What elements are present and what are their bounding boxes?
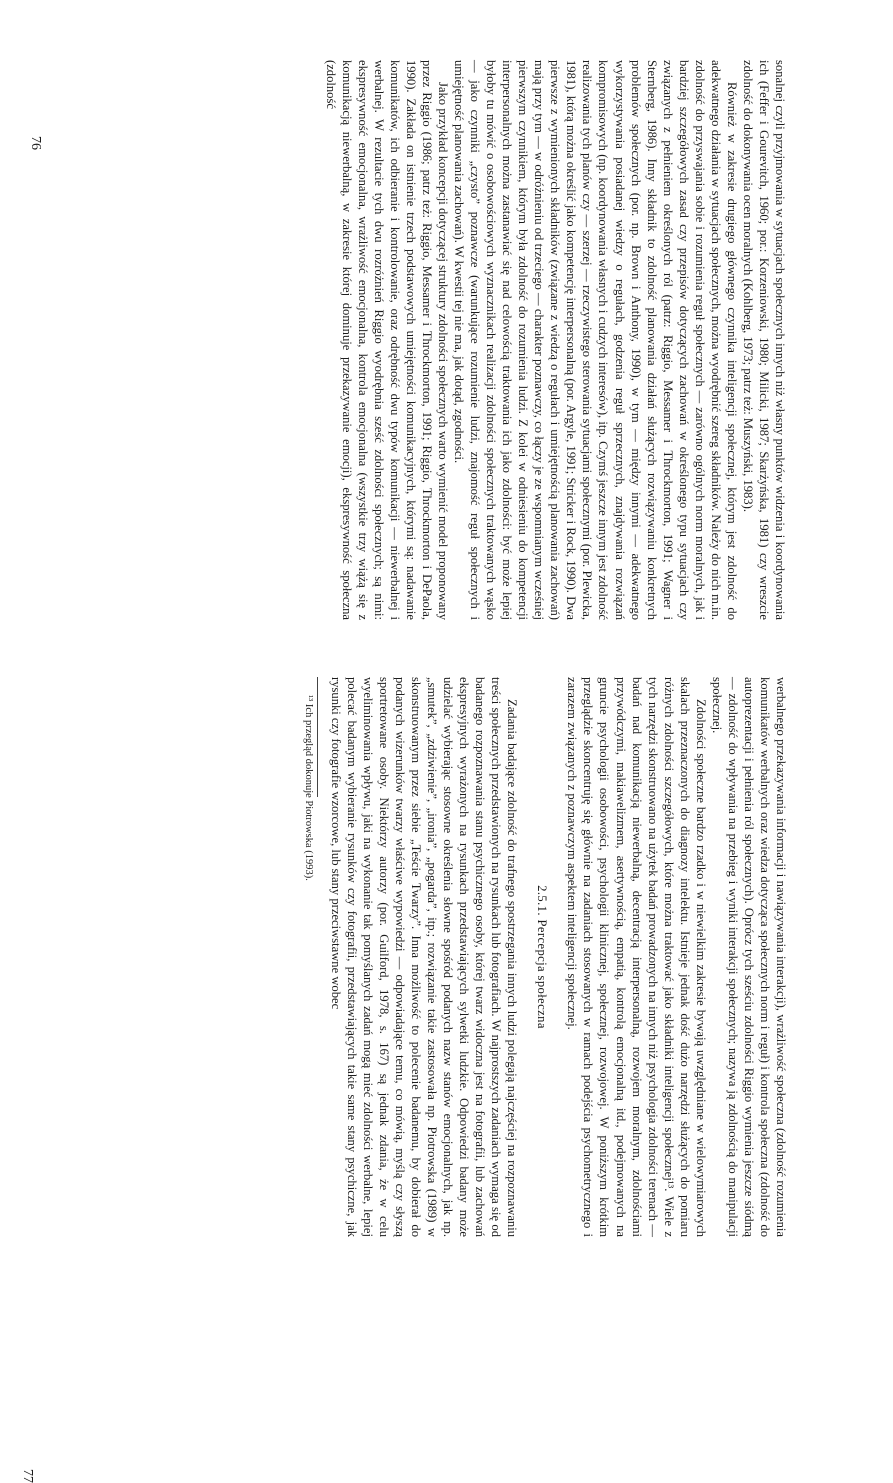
page-number: 76 <box>28 136 43 150</box>
footnote: ¹³ Ich przegląd dokonuje Piotrowska (1993). <box>302 695 314 881</box>
page-76 <box>0 0 893 631</box>
paragraph: Jako przykład koncepcji dotyczącej struktury zdolności społecznych warto wymienić model proponowany przez Riggio (1986; patrz też: Riggio, Messamer i Throckmorton, 1991; Riggio, Throckmorton i DePaola, 1990). Zakłada on istnienie trzech podstawowych umiejętności komunikacyjnych, którymi są: nadawanie komunikatów, ich odbieranie i kontrolowanie, oraz odrębność dwu typów komunikacji — niewerbalnej i werbalnej. W rezultacie tych dwu rozróżnień Riggio wyodrębnia sześć zdolności społecznych; są nimi: ekspresywność emocjonalna, wrażliwość emocjonalna, kontrola emocjonalna (wszystkie trzy wiążą się z komunikacją niewerbalną, w zakresie której dominuje przekazywanie emocji), ekspresywność społeczna (zdolność <box>323 60 451 620</box>
page-76-text-column <box>323 60 788 620</box>
page-77-text-column <box>301 677 789 1237</box>
paragraph: werbalnego przekazywania informacji i nawiązywania interakcji), wrażliwość społeczna (zdolność rozumienia komunikatów werbalnych oraz wiedza dotycząca społecznych norm i reguł) i kontrola społeczna (zdolność do autoprezentacji i pełnienia ról społecznych). Oprócz tych sześciu zdolności Riggio wymienia jeszcze siódmą — zdolność do wpływania na przebieg i wyniki interakcji społecznych; nazywa ją zdolnością do manipulacji społecznej. <box>709 677 788 1237</box>
paragraph: Zdolności społeczne bardzo rzadko i w niewielkim zakresie bywają uwzględniane w wielowymiarowych skalach przeznaczonych do diagnozy intelektu. Istnieje jednak dość dużo narzędzi służących do pomiaru różnych zdolności szczegółowych, które można traktować jako składniki inteligencji społecznej¹³. Wiele z tych narzędzi skonstruowano na użytek badań prowadzonych na innych niż psychologia zdolności terenach — badań nad komunikacją niewerbalną, decentracją interpersonalną, rozwojem moralnym, zdolnościami przywódczymi, makiawelizmem, asertywnością, empatią, kontrolą emocjonalną itd., podejmowanych na gruncie psychologii osobowości, psychologii klinicznej, społecznej, rozwojowej. W poniższym krótkim przeglądzie skoncentruję się głównie na zadaniach stosowanych w ramach podejścia psychometrycznego i zarazem związanych z poznawczym aspektem inteligencji społecznej. <box>565 677 708 1237</box>
footnote-rule <box>315 677 318 797</box>
paragraph: sonalnej czyli przyjmowania w sytuacjach społecznych innych niż własny punktów widzenia i koordynowania ich (Feffer i Gourevitch, 1960; por.: Korzeniowski, 1980; Milicki, 1987; Skarżyńska, 1981) czy wreszcie zdolność do dokonywania ocen moralnych (Kohlberg, 1973; patrz też: Muszyński, 1983). <box>740 60 787 620</box>
paragraph: Zadania badające zdolność do trafnego spostrzegania innych ludzi polegają najczęściej na rozpoznawaniu treści społecznych przedstawionych na rysunkach lub fotografiach. W najprostszych zadaniach wymaga się od badanego rozpoznawania stanu psychicznego osoby, której twarz widoczna jest na fotografii, lub zachowań ekspresyjnych wyrażonych na rysunkach przedstawiających sylwetki ludzkie. Odpowiedzi badany może udzielać wybierając stosowne określenia słowne spośród podanych nazw stanów emocjonalnych, jak np. „smutek”, „zdziwienie”, „ironia”, „pogarda”, itp.; rozwiązanie takie zastosowała np. Piotrowska (1989) w skonstruowanym przez siebie „Teście Twarzy”. Inna możliwość to polecenie badanemu, by dobierał do podanych wizerunków twarzy właściwe wypowiedzi — odpowiadające temu, co mówią, myślą czy słyszą sportretowane osoby. Niektórzy autorzy (por. Guilford, 1978, s. 167) są jednak zdania, że w celu wyeliminowania wpływu, jaki na wykonanie tak pomyślanych zadań mogą mieć zdolności werbalne, lepiej polecać badanym wybieranie rysunków czy fotografii, przedstawiających takie same stany psychiczne, jak rysunki czy fotografie wzorcowe, lub stany przeciwstawne wobec <box>328 677 520 1237</box>
page-number: 77 <box>20 1469 35 1483</box>
section-heading: 2.5.1. Percepcja społeczna <box>535 885 550 1029</box>
page-77 <box>0 631 893 1483</box>
paragraph: Również w zakresie drugiego głównego czynnika inteligencji społecznej, którym jest zdolność do adekwatnego działania w sytuacjach społecznych, można wyodrębnić szereg składników. Należy do nich m.in. zdolność do przyswajania sobie i rozumienia reguł społecznych — zarówno ogólnych norm moralnych, jak i bardziej szczegółowych zasad czy przepisów dotyczących zachowań w określonego typu sytuacjach czy związanych z pełnieniem określonych ról (patrz: Riggio, Messamer i Throckmorton, 1991; Wagner i Sternberg, 1986). Inny składnik to zdolność planowania działań służących rozwiązywaniu konkretnych problemów społecznych (por. np. Brown i Anthony, 1990), w tym — między innymi — adekwatnego wykorzystywania posiadanej wiedzy o regułach, godzenia reguł sprzecznych, znajdywania rozwiązań kompromisowych (np. koordynowania własnych i cudzych interesów), itp. Czymś jeszcze innym jest zdolność realizowania tych planów czy — szerzej — rzeczywistego sterowania sytuacjami społecznymi (por. Plewicka, 1981), którą można określić jako kompetencję interpersonalną (por. Argyle, 1991; Stricker i Rock, 1990). Dwa pierwsze z wymienionych składników (związane z wiedzą o regułach i umiejętnością planowania zachowań) mają przy tym — w odróżnieniu od trzeciego — charakter poznawczy, co łączy je ze wspomnianym wcześniej pierwszym czynnikiem, którym była zdolność do rozumienia ludzi. Z kolei w odniesieniu do kompetencji interpersonalnych można zastanawiać się nad celowością traktowania ich jako zdolności: być może lepiej byłoby tu mówić o osobowościowych wyznacznikach realizacji zdolności społecznych traktowanych wąsko — jako czynniki „czysto” poznawcze (warunkujące rozumienie ludzi, znajomość reguł społecznych i umiejętność planowania zachowań). W kwestii tej nie ma, jak dotąd, zgodności. <box>452 60 739 620</box>
